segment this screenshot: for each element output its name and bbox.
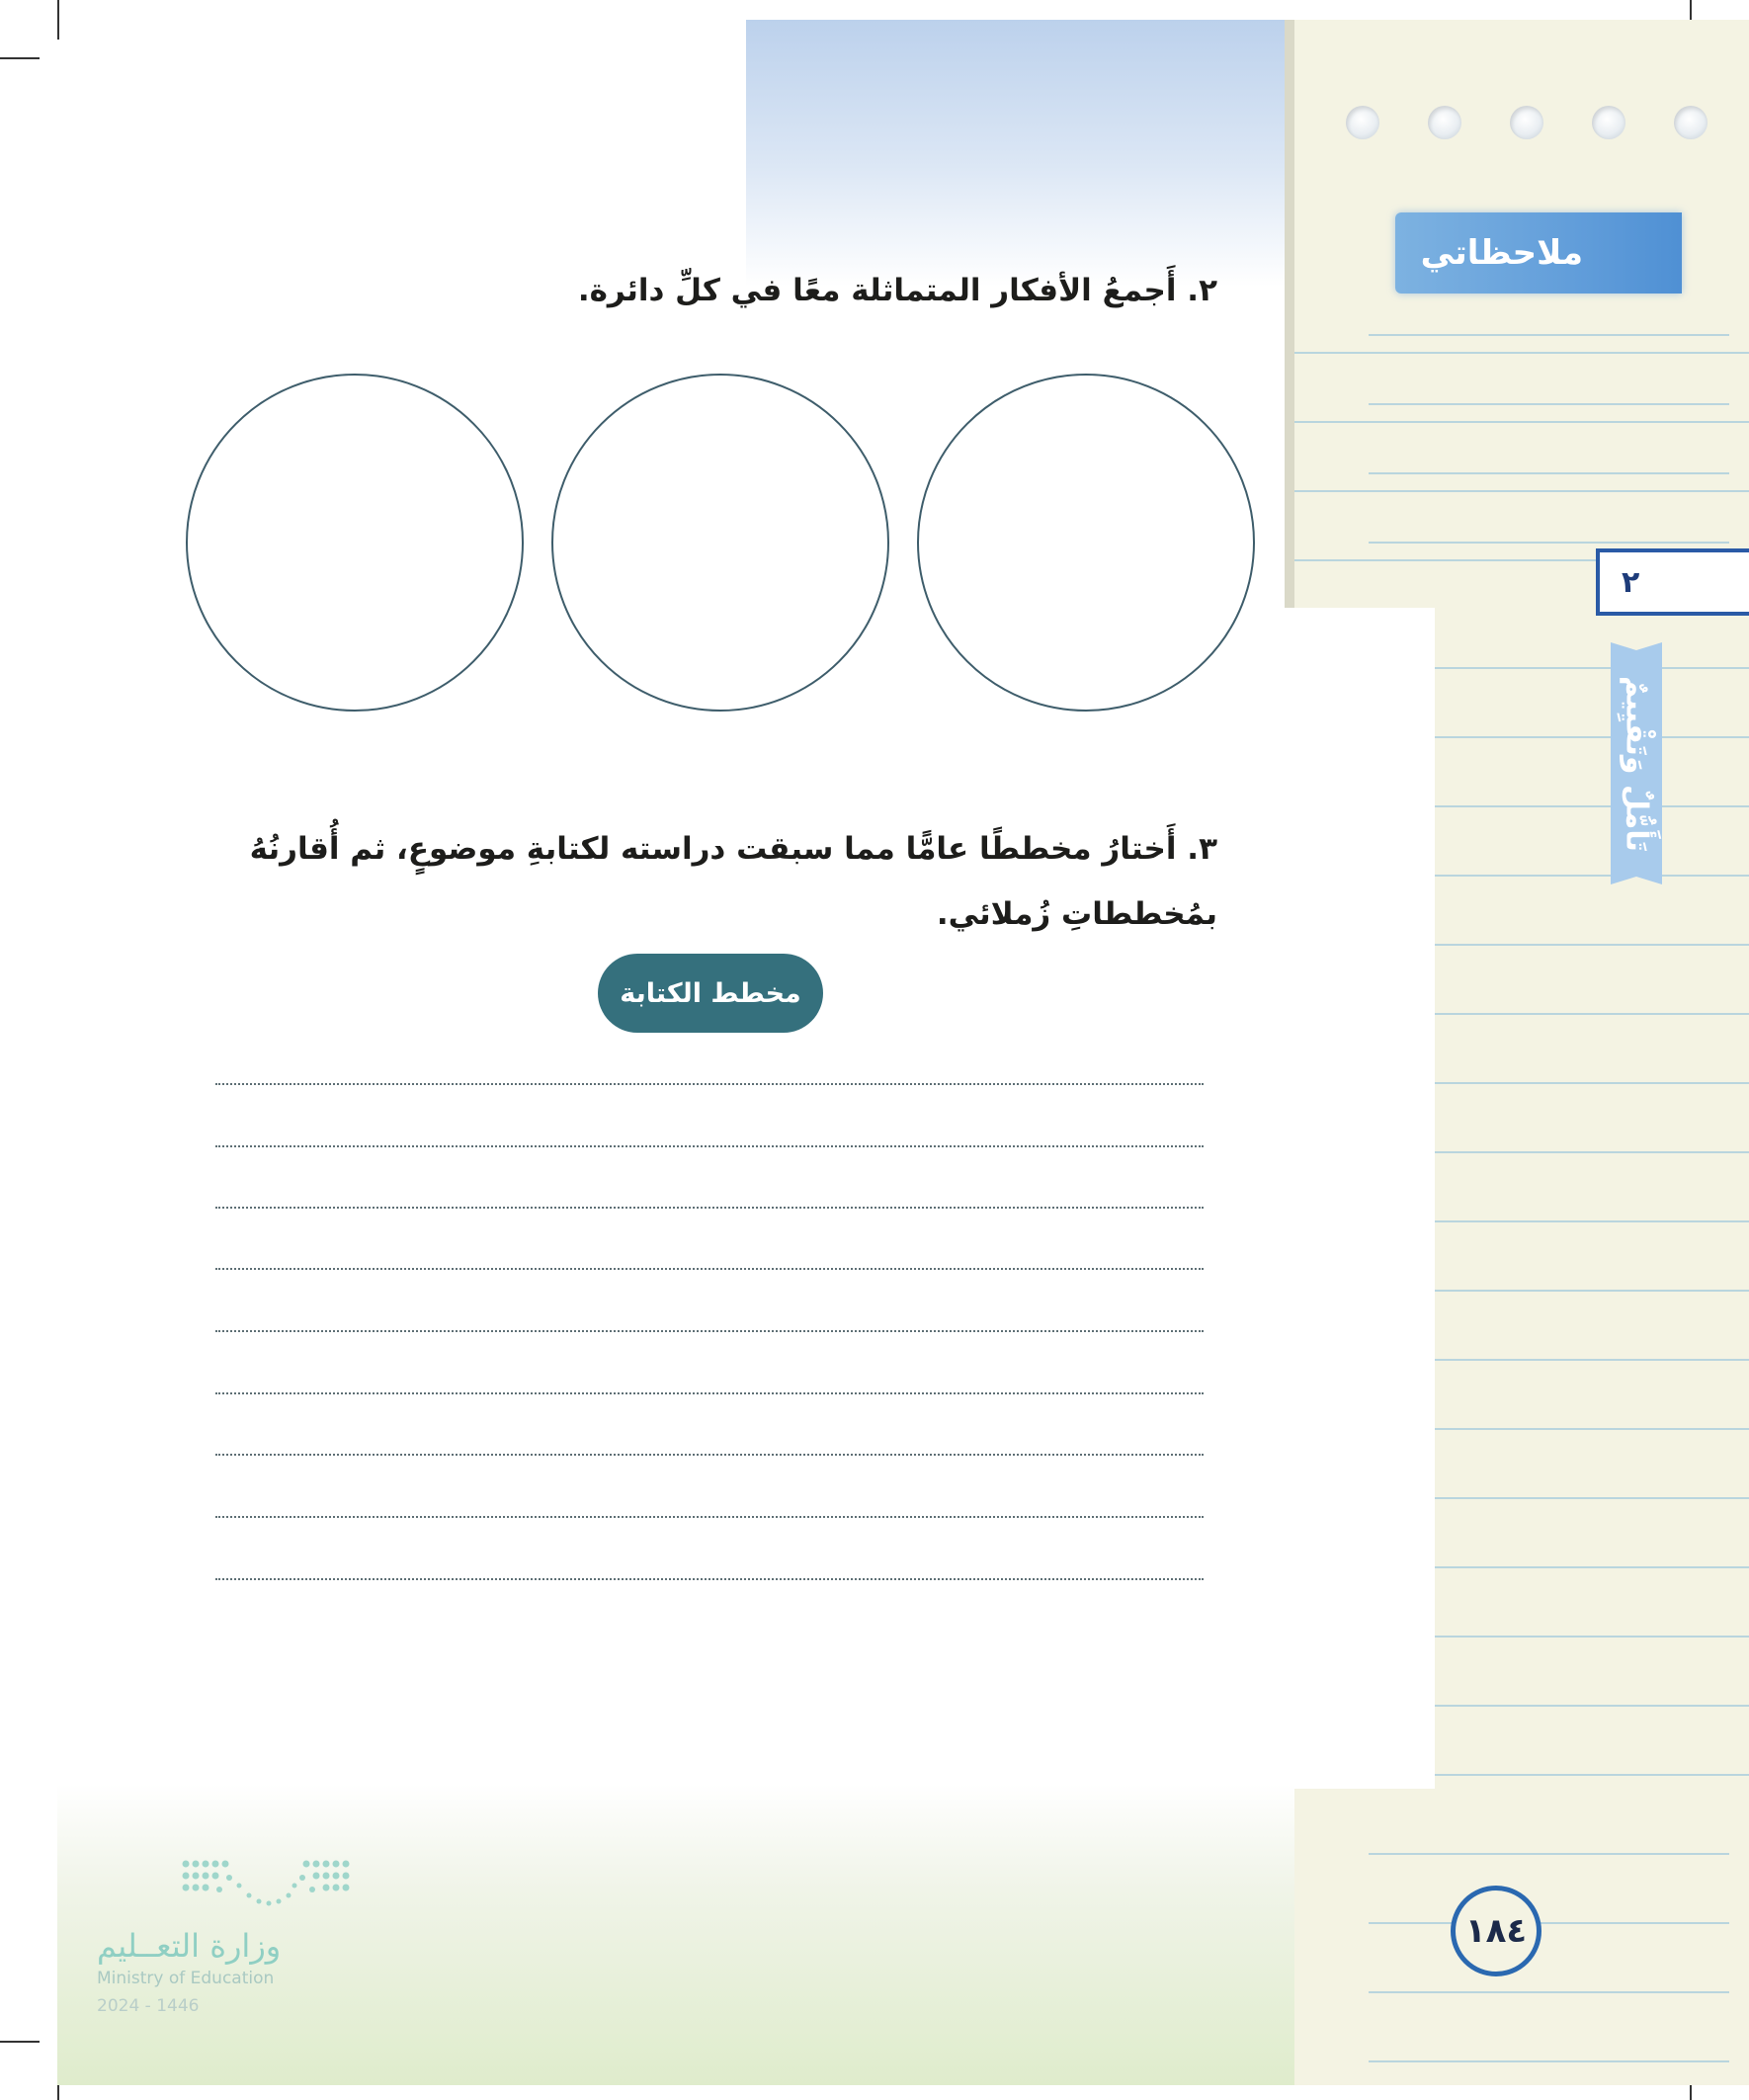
binder-hole	[1674, 106, 1707, 139]
notebook-line	[1369, 1922, 1729, 1924]
notebook-line	[1369, 542, 1729, 544]
answer-circle-right[interactable]	[917, 374, 1255, 712]
answer-line[interactable]	[215, 1207, 1204, 1209]
answer-line[interactable]	[215, 1330, 1204, 1332]
notes-tab	[1395, 212, 1682, 294]
unit-number: ٢	[1622, 564, 1640, 600]
notebook-line	[1369, 334, 1729, 336]
ministry-name-arabic: وزارة التعــليم	[97, 1927, 282, 1965]
notebook-line	[1369, 472, 1729, 474]
answer-circle-left[interactable]	[186, 374, 524, 712]
binder-hole	[1346, 106, 1379, 139]
notebook-line	[1369, 1853, 1729, 1855]
crop-mark	[0, 2041, 40, 2043]
answer-line[interactable]	[215, 1268, 1204, 1270]
question-2: ٢. أَجمعُ الأفكار المتماثلة معًا في كلِّ دائرة.	[577, 273, 1217, 308]
binder-hole	[1428, 106, 1461, 139]
answer-line[interactable]	[215, 1392, 1204, 1394]
notebook-line	[1369, 403, 1729, 405]
answer-line[interactable]	[215, 1083, 1204, 1085]
notes-label: ملاحظاتي	[1420, 233, 1583, 273]
page-number-badge	[1451, 1886, 1541, 1976]
ministry-logo-icon	[180, 1858, 353, 1917]
answer-circle-middle[interactable]	[551, 374, 889, 712]
binder-hole	[1510, 106, 1543, 139]
answer-line[interactable]	[215, 1145, 1204, 1147]
answer-line[interactable]	[215, 1516, 1204, 1518]
answer-line[interactable]	[215, 1454, 1204, 1456]
question-3: ٣. أَختارُ مخططًا عامًّا مما سبقت دراسته لكتابةِ موضوعٍ، ثم أُقارنُهُ بمُخططاتِ زُملائي.	[249, 831, 1217, 932]
ministry-name-english: Ministry of Education	[97, 1969, 275, 1988]
page-number: ١٨٤	[1464, 1911, 1528, 1951]
notebook-strip	[1435, 608, 1749, 1794]
writing-outline-label: مخطط الكتابة	[598, 954, 823, 1033]
ribbon-text: تَأَمُّلٌ وَتَقْيِيمٌ	[1619, 675, 1654, 852]
unit-number-box	[1596, 548, 1749, 616]
crop-mark	[0, 57, 40, 59]
notebook-line	[1369, 2060, 1729, 2062]
ministry-year: 2024 - 1446	[97, 1996, 200, 2016]
answer-line[interactable]	[215, 1578, 1204, 1580]
crop-mark	[57, 0, 59, 40]
binder-hole	[1592, 106, 1625, 139]
notebook-line	[1369, 1991, 1729, 1993]
sky-gradient	[746, 20, 1290, 287]
